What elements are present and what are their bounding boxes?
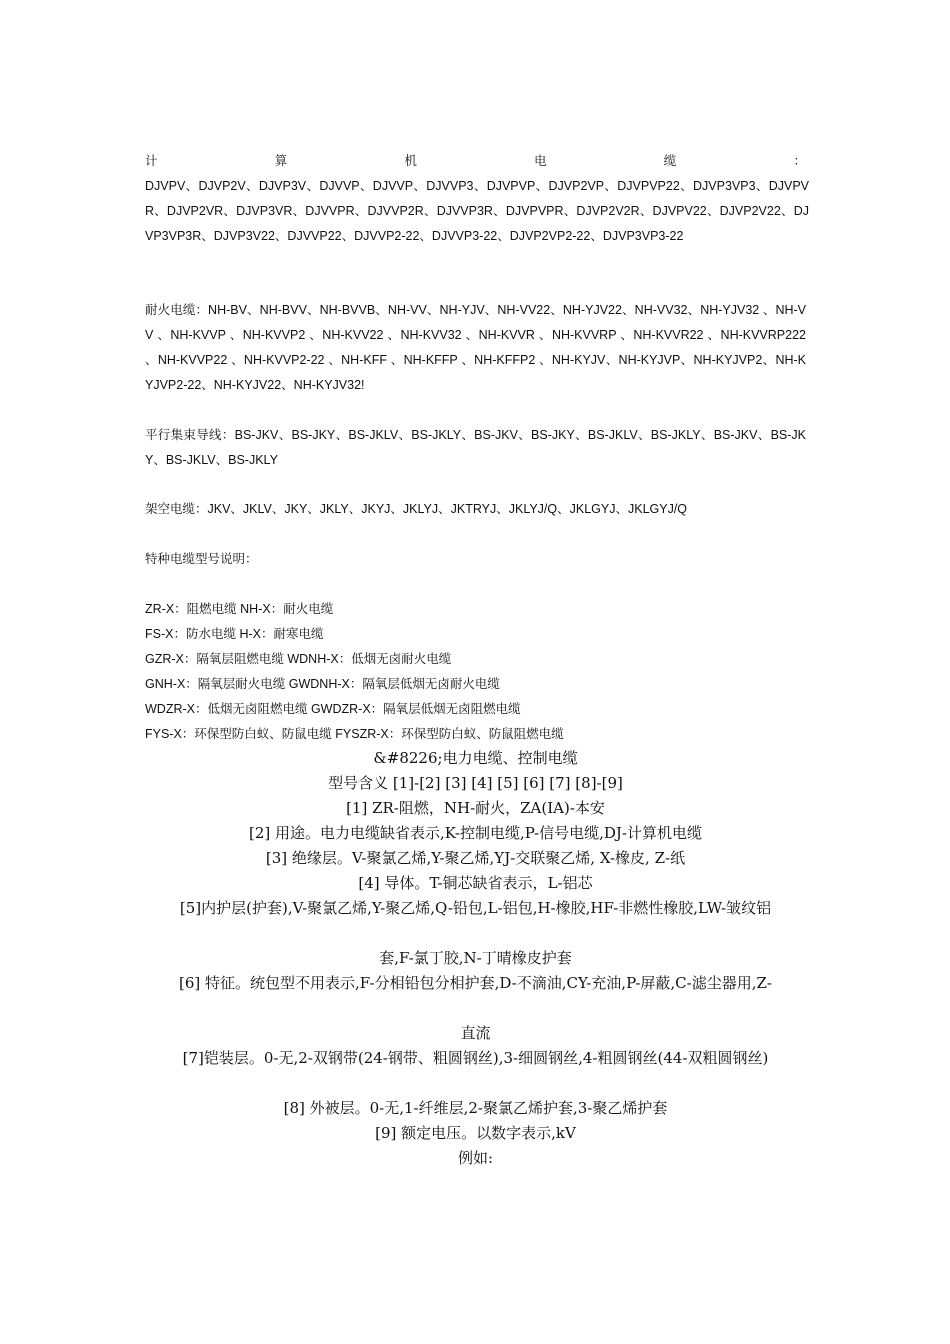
item-1: [1] ZR-阻燃，NH-耐火，ZA(IA)-本安	[346, 799, 605, 817]
special-item: ZR-X：阻燃电缆 NH-X：耐火电缆	[145, 602, 334, 616]
special-item: GNH-X：隔氧层耐火电缆 GWDNH-X：隔氧层低烟无卤耐火电缆	[145, 677, 500, 691]
item-5-continued: 套,F-氯丁胶,N-丁晴橡皮护套	[379, 949, 572, 967]
item-8: [8] 外被层。0-无,1-纤维层,2-聚氯乙烯护套,3-聚乙烯护套	[283, 1099, 668, 1117]
special-item: GZR-X：隔氧层阻燃电缆 WDNH-X：低烟无卤耐火电缆	[145, 652, 452, 666]
item-2: [2] 用途。电力电缆缺省表示,K-控制电缆,P-信号电缆,DJ-计算机电缆	[249, 824, 702, 842]
item-6-continued: 直流	[460, 1024, 491, 1042]
special-cables-title: 特种电缆型号说明：	[145, 552, 258, 566]
computer-cables-heading: 计 算 机 电 缆 ：	[145, 154, 806, 168]
special-item: FS-X：防水电缆 H-X：耐寒电缆	[145, 627, 324, 641]
model-meaning: 型号含义 [1]-[2] [3] [4] [5] [6] [7] [8]-[9]	[328, 774, 623, 792]
power-control-heading: &#8226;电力电缆、控制电缆	[373, 749, 578, 767]
power-control-section	[145, 746, 806, 1171]
special-cables-list	[145, 597, 806, 747]
fire-resistant-cables-paragraph: 耐火电缆：NH-BV、NH-BVV、NH-BVVB、NH-VV、NH-YJV、NH-VV22、NH-YJV22、NH-VV32、NH-YJV32 、NH-VV 、NH-KVVP 、NH-KVVP2 、NH-KVV22 、NH-KVV32 、NH-KVVR 、NH-KVVRP 、NH-KVVR22 、NH-KVVRP222 、NH-KVVP22 、NH-KVVP2-22 、NH-KFF 、NH-KFFP 、NH-KFFP2 、NH-KYJV、NH-KYJVP、NH-KYJVP2、NH-KYJVP2-22、NH-KYJV22、NH-KYJV32!	[145, 303, 806, 392]
special-item: WDZR-X：低烟无卤阻燃电缆 GWDZR-X：隔氧层低烟无卤阻燃电缆	[145, 702, 521, 716]
item-4: [4] 导体。T-铜芯缺省表示，L-铝芯	[358, 874, 593, 892]
item-7: [7]铠装层。0-无,2-双钢带(24-钢带、粗圆钢丝),3-细圆钢丝,4-粗圆钢丝(44-双粗圆钢丝)	[182, 1049, 769, 1067]
item-9: [9] 额定电压。以数字表示,kV	[375, 1124, 576, 1142]
example-label: 例如:	[457, 1149, 494, 1167]
parallel-bundled-conductors-paragraph: 平行集束导线：BS-JKV、BS-JKY、BS-JKLV、BS-JKLY、BS-JKV、BS-JKY、BS-JKLV、BS-JKLY、BS-JKV、BS-JKY、BS-JKLV、BS-JKLY	[145, 428, 806, 467]
item-6: [6] 特征。统包型不用表示,F-分相铅包分相护套,D-不滴油,CY-充油,P-屏蔽,C-滤尘器用,Z-	[179, 974, 772, 992]
item-3: [3] 绝缘层。V-聚氯乙烯,Y-聚乙烯,YJ-交联聚乙烯, X-橡皮, Z-纸	[265, 849, 686, 867]
special-item: FYS-X：环保型防白蚁、防鼠电缆 FYSZR-X：环保型防白蚁、防鼠阻燃电缆	[145, 727, 564, 741]
overhead-cables-paragraph: 架空电缆：JKV、JKLV、JKY、JKLY、JKYJ、JKLYJ、JKTRYJ、JKLYJ/Q、JKLGYJ、JKLGYJ/Q	[145, 502, 688, 516]
computer-cables-list: DJVPV、DJVP2V、DJVP3V、DJVVP、DJVVP、DJVVP3、DJVPVP、DJVP2VP、DJVPVP22、DJVP3VP3、DJVPVR、DJVP2VR、DJVP3VR、DJVVPR、DJVVP2R、DJVVP3R、DJVPVPR、DJVP2V2R、DJVPV22、DJVP2V22、DJVP3VP3R、DJVP3V22、DJVVP22、DJVVP2-22、DJVVP3-22、DJVP2VP2-22、DJVP3VP3-22	[145, 179, 809, 243]
item-5: [5]内护层(护套),V-聚氯乙烯,Y-聚乙烯,Q-铅包,L-铝包,H-橡胶,HF-非燃性橡胶,LW-皱纹铝	[179, 899, 772, 917]
